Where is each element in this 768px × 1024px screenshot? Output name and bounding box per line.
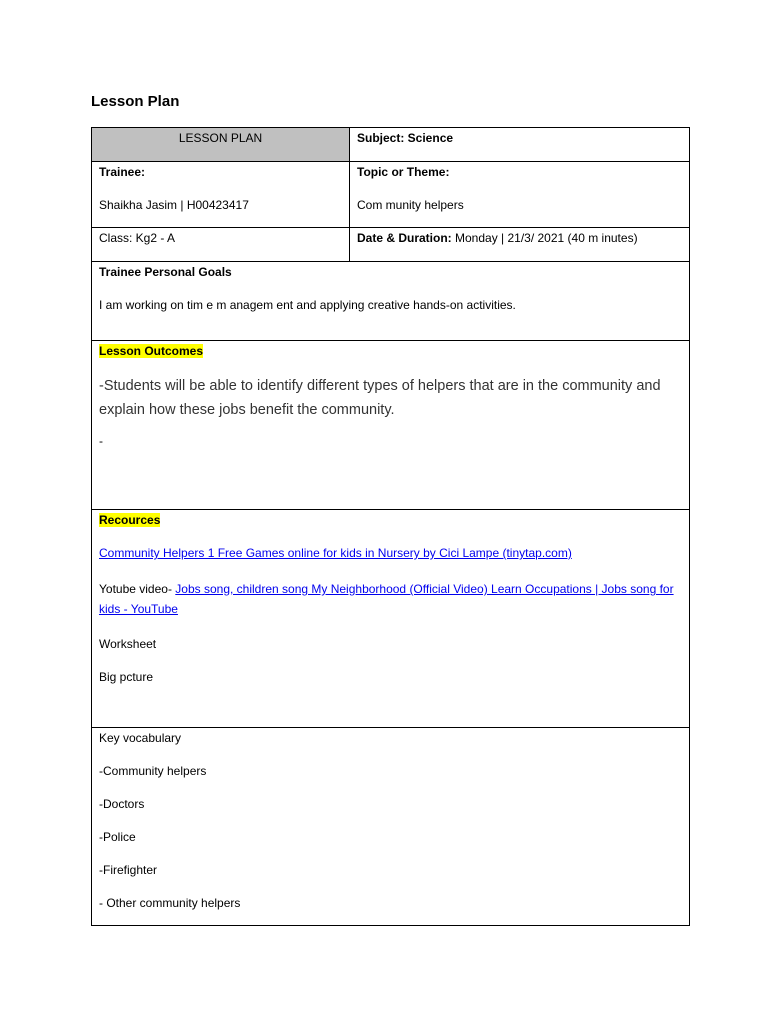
- vocabulary-item: - Other community helpers: [99, 896, 241, 910]
- date-value: Monday | 21/3/ 2021 (40 m inutes): [451, 231, 638, 245]
- trainee-label: Trainee:: [99, 165, 146, 179]
- topic-value: Com munity helpers: [357, 198, 464, 212]
- topic-label: Topic or Theme:: [357, 165, 450, 179]
- table-row: [92, 262, 690, 341]
- table-row: [92, 162, 690, 228]
- goals-label: Trainee Personal Goals: [99, 265, 232, 279]
- trainee-value: Shaikha Jasim | H00423417: [99, 198, 249, 212]
- outcomes-dash: -: [99, 434, 103, 448]
- worksheet-text: Worksheet: [99, 637, 157, 651]
- vocabulary-item: -Community helpers: [99, 764, 207, 778]
- table-row: [92, 228, 690, 262]
- subject-label: Subject: Science: [357, 131, 454, 145]
- lesson-plan-header-cell: [92, 128, 350, 162]
- outcomes-text: -Students will be able to identify different types of helpers that are in the community and explain how these jobs benefit the community.: [99, 378, 661, 418]
- vocabulary-label: Key vocabulary: [99, 731, 182, 745]
- class-cell: [92, 228, 350, 262]
- table-row: [92, 510, 690, 728]
- lesson-plan-table: [91, 127, 690, 926]
- outcomes-label: Lesson Outcomes: [99, 344, 204, 358]
- vocabulary-item: -Firefighter: [99, 863, 158, 877]
- big-picture-text: Big pcture: [99, 670, 154, 684]
- subject-cell: [350, 128, 690, 162]
- topic-cell: [350, 162, 690, 228]
- class-value: Class: Kg2 - A: [99, 231, 176, 245]
- goals-cell: [92, 262, 690, 341]
- trainee-cell: [92, 162, 350, 228]
- page-title: Lesson Plan: [91, 93, 180, 110]
- video-line: [99, 579, 682, 619]
- table-row: [92, 128, 690, 162]
- vocabulary-item: -Police: [99, 830, 136, 844]
- table-row: [92, 728, 690, 926]
- table-row: [92, 341, 690, 510]
- jobs-song-video-link[interactable]: Jobs song, children song My Neighborhood (Official Video) Learn Occupations | Jobs song for kids - YouTube: [99, 582, 674, 616]
- vocabulary-cell: [92, 728, 690, 926]
- goals-text: I am working on tim e m anagem ent and applying creative hands-on activities.: [99, 298, 516, 312]
- outcomes-cell: [92, 341, 690, 510]
- resources-label: Recources: [99, 513, 161, 527]
- video-prefix: Yotube video-: [99, 582, 176, 596]
- date-cell: [350, 228, 690, 262]
- resources-cell: [92, 510, 690, 728]
- lesson-plan-label: LESSON PLAN: [178, 131, 263, 145]
- date-line: [357, 231, 682, 246]
- community-helpers-game-link[interactable]: Community Helpers 1 Free Games online for kids in Nursery by Cici Lampe (tinytap.com): [99, 546, 572, 560]
- date-label: Date & Duration:: [357, 231, 452, 245]
- vocabulary-item: -Doctors: [99, 797, 145, 811]
